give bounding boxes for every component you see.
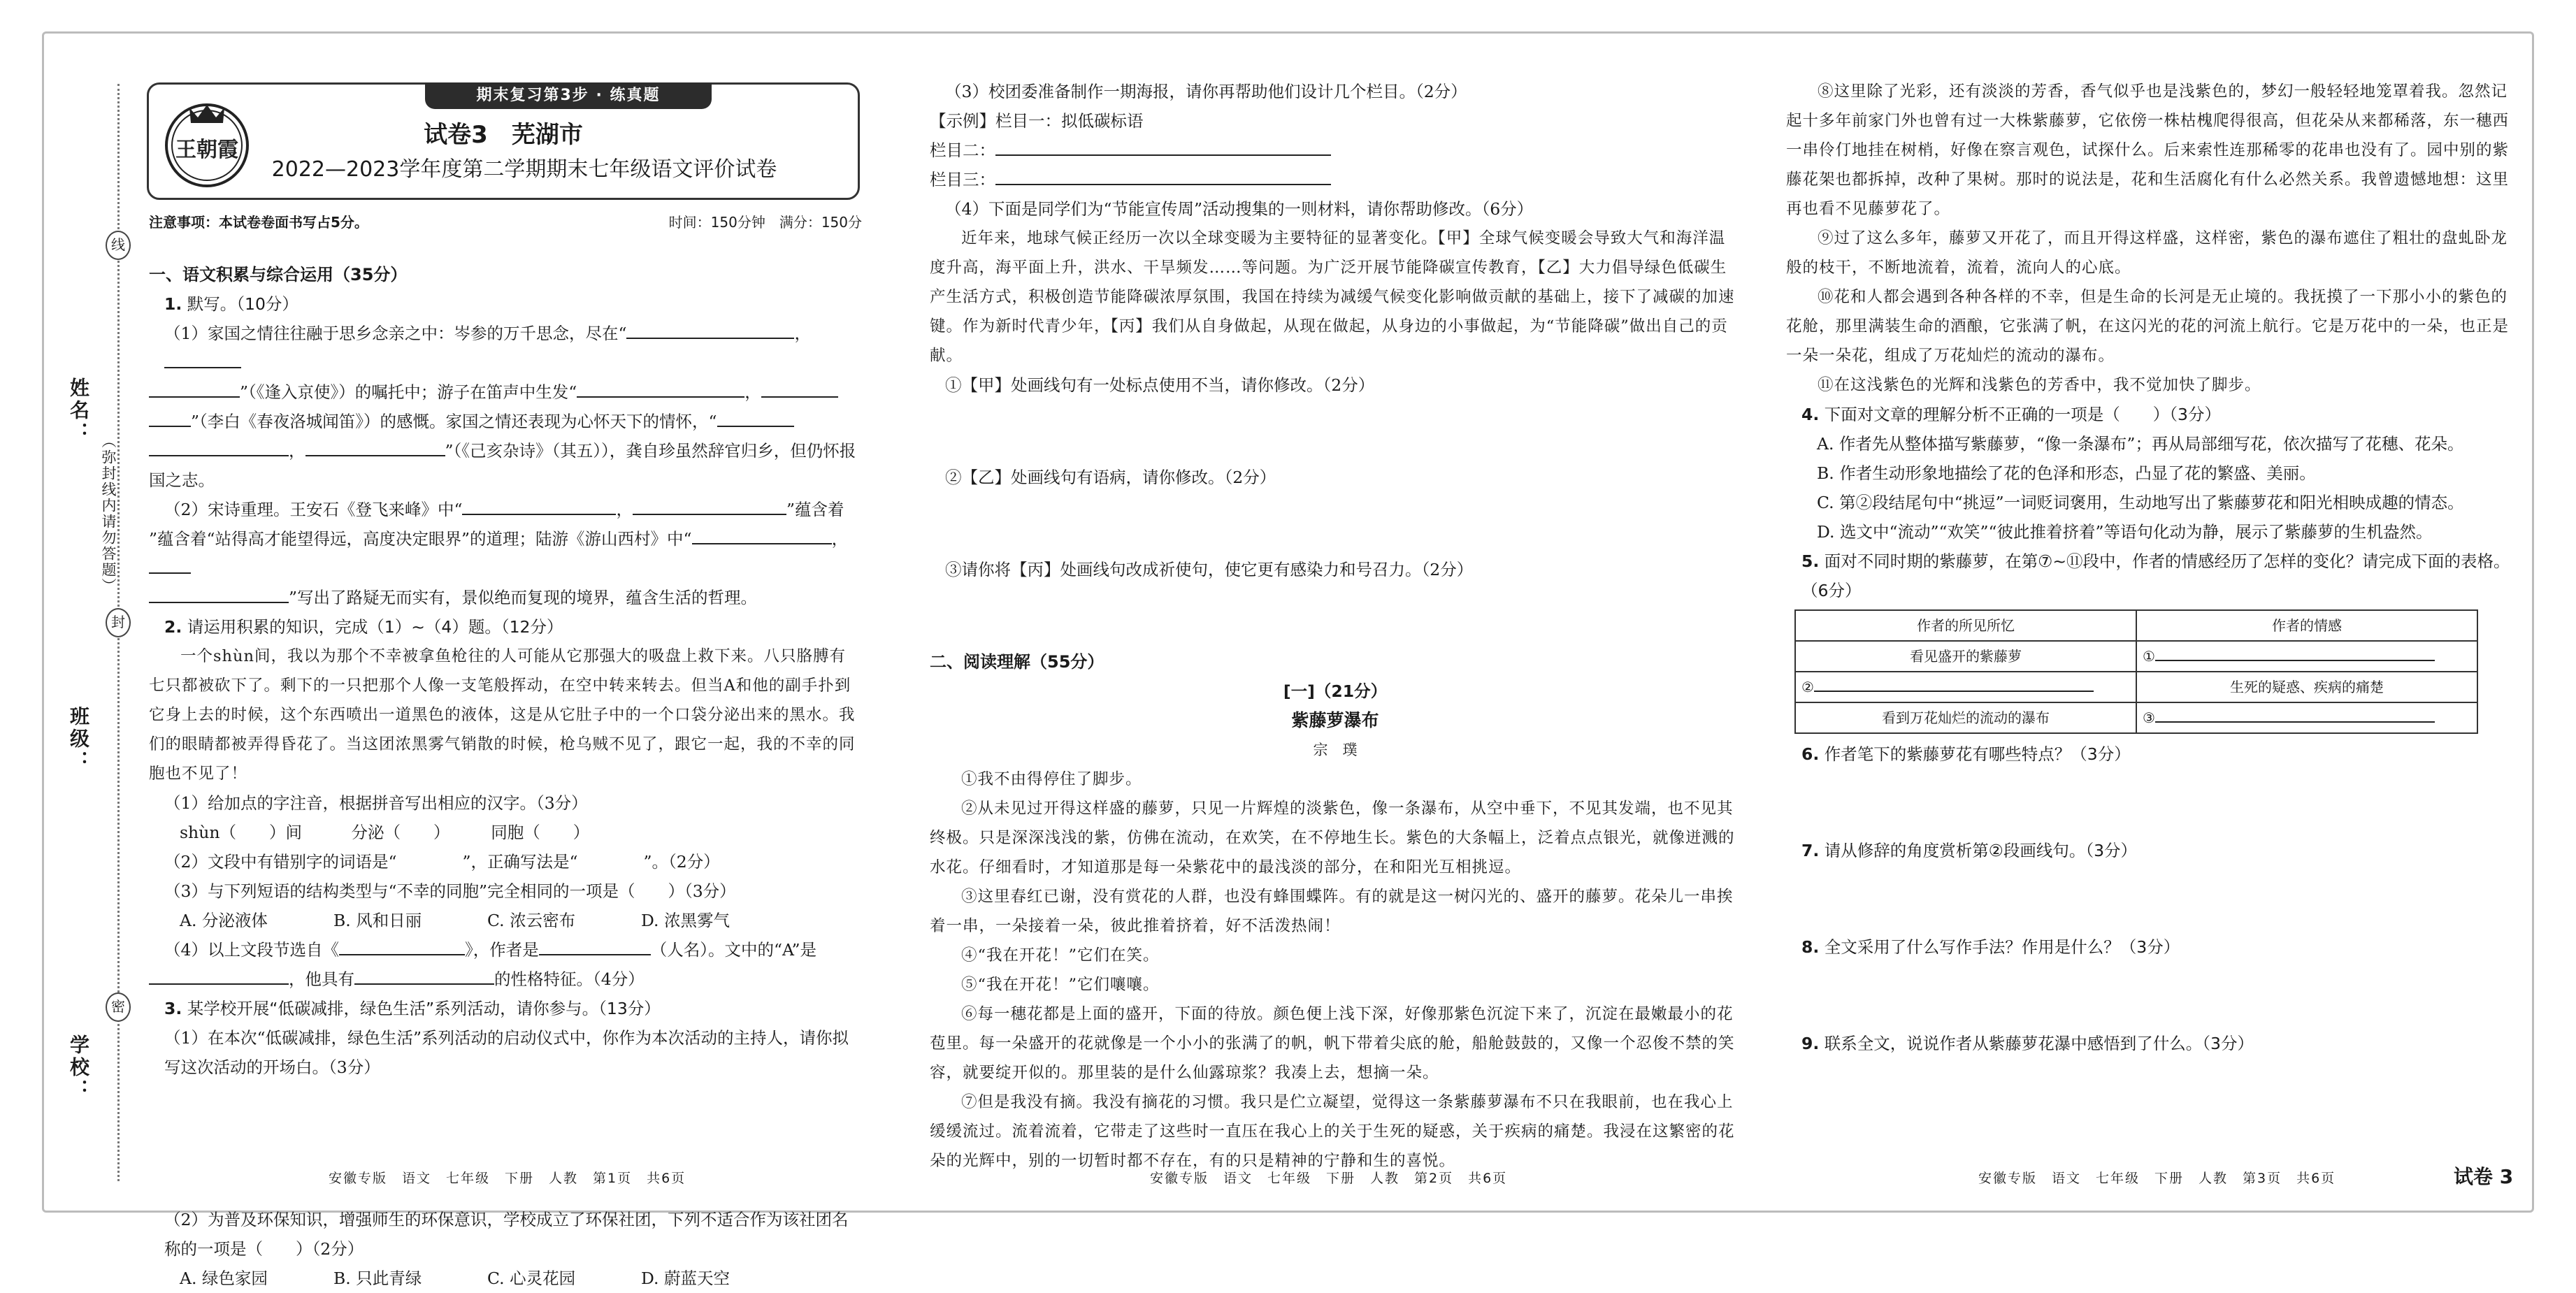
- q4-option-c[interactable]: C. 第②段结尾句中“挑逗”一词贬词褒用，生动地写出了紫藤萝花和阳光相映成趣的情态。: [1817, 493, 2464, 512]
- answer-blank[interactable]: [539, 936, 651, 955]
- q2-sub4e: 的性格特征。（4分）: [494, 969, 645, 989]
- table-cell: 看见盛开的紫藤萝: [1795, 641, 2136, 672]
- q3-sub2-options: [149, 1264, 862, 1293]
- article-para-11: ⑪在这浅紫色的光辉和浅紫色的芳香中，我不觉加快了脚步。: [1818, 376, 2261, 394]
- option-d[interactable]: D. 浓黑雾气: [641, 911, 730, 930]
- footer-page1: 安徽专版 语文 七年级 下册 人教 第1页 共6页: [329, 1171, 686, 1186]
- logo-text: 王朝霞: [175, 138, 238, 162]
- answer-blank[interactable]: [995, 166, 1331, 185]
- q1-p1d: ”（《己亥杂诗》（其五）），龚自珍虽然辞官归乡，但仍怀报国之志。: [149, 441, 856, 490]
- exam-header: [147, 82, 860, 200]
- q4-option-a[interactable]: A. 作者先从整体描写紫藤萝，“像一条瀑布”；再从局部细写花，依次描写了花穗、花朵。: [1817, 434, 2464, 454]
- q1-p2c: ”写出了路疑无而实有，景似绝而复现的境界，蕴含生活的哲理。: [289, 588, 758, 607]
- answer-blank[interactable]: [305, 437, 445, 456]
- q4-number: 4.: [1801, 405, 1820, 424]
- column-two-label: 栏目二：: [930, 140, 995, 160]
- answer-blank[interactable]: [149, 378, 240, 398]
- answer-blank[interactable]: [149, 584, 289, 603]
- q1-text: 默写。（10分）: [187, 294, 298, 314]
- answer-blank[interactable]: [149, 437, 289, 456]
- column-three-label: 栏目三：: [930, 170, 995, 189]
- article-para-2: ②从未见过开得这样盛的藤萝，只见一片辉煌的淡紫色，像一条瀑布，从空中垂下，不见其发端，也不见其终极。只是深深浅浅的紫，仿佛在流动，在欢笑，在不停地生长。紫色的大条幅上，泛着点点银光，就像迸溅的水花。仔细看时，才知道那是每一朵紫花中的最浅淡的部分，在和阳光互相挑逗。: [930, 800, 1735, 876]
- name-label: 姓名：: [67, 377, 90, 445]
- answer-blank[interactable]: [633, 496, 786, 515]
- table-header: 作者的情感: [2136, 610, 2477, 641]
- q1-p2b: ”蕴含着“站得高才能望得远，高度决定眼界”的道理；陆游《游山西村》中“: [149, 529, 692, 549]
- q3-text: 某学校开展“低碳减排，绿色生活”系列活动，请你参与。（13分）: [187, 999, 661, 1018]
- answer-blank[interactable]: [2155, 721, 2435, 723]
- q2-text: 请运用积累的知识，完成（1）~（4）题。（12分）: [187, 617, 563, 637]
- answer-area[interactable]: [930, 400, 1741, 463]
- seal-mark-line: 线: [106, 231, 131, 260]
- exam-title: 试卷3 芜湖市: [424, 121, 583, 149]
- q2-sub1: （1）给加点的字注音，根据拼音写出相应的汉字。（3分）: [164, 793, 588, 813]
- exam-subtitle: 2022—2023学年度第二学期期末七年级语文评价试卷: [271, 157, 777, 182]
- class-label: 班级：: [67, 706, 90, 773]
- q1-p1a: （1）家国之情往往融于思乡念亲之中：岑参的万千思念，尽在“: [164, 324, 627, 343]
- q1-p1c: ”（李白《春夜洛城闻笛》）的感慨。家国之情还表现为心怀天下的情怀，“: [191, 412, 717, 431]
- emotion-table: [1794, 609, 2478, 734]
- article-title: 紫藤萝瀑布: [1291, 710, 1379, 730]
- q2-sub4c: （人名）。文中的“A”是: [650, 940, 816, 960]
- q7-number: 7.: [1801, 841, 1820, 860]
- q3-sub3: （3）校团委准备制作一期海报，请你再帮助他们设计几个栏目。（2分）: [945, 82, 1467, 101]
- q2-sub3-options: [149, 906, 862, 935]
- q2-passage: 一个shùn间，我以为那个不幸被拿鱼枪往的人可能从它那强大的吸盘上救下来。八只胳膊有七只都被砍下了。剩下的一只把那个人像一支笔般挥动，在空中转来转去。但当A和他的副手扑到它身上去的时候，这个东西喷出一道黑色的液体，这是从它肚子中的一个口袋分泌出来的黑水。我们的眼睛都被弄得昏花了。当这团浓黑雾气销散的时候，枪乌贼不见了，跟它一起，我的不幸的同胞也不见了！: [149, 647, 856, 783]
- q2-sub1-items: shùn（ ）间 分泌（ ） 同胞（ ）: [180, 823, 590, 842]
- q2-sub4d: ，他具有: [289, 969, 354, 989]
- article-para-7: ⑦但是我没有摘。我没有摘花的习惯。我只是伫立凝望，觉得这一条紫藤萝瀑布不只在我眼前，也在我心上缓缓流过。流着流着，它带走了这些时一直压在我心上的关于生死的疑惑，关于疾病的痛楚。我浸在这繁密的花朵的光辉中，别的一切暂时都不存在，有的只是精神的宁静和生的喜悦。: [930, 1093, 1735, 1170]
- answer-area[interactable]: [1786, 865, 2513, 932]
- answer-blank[interactable]: [164, 349, 241, 368]
- q3-sub4: （4）下面是同学们为“节能宣传周”活动搜集的一则材料，请你帮助修改。（6分）: [945, 199, 1534, 219]
- answer-blank[interactable]: [1814, 691, 2094, 692]
- answer-blank[interactable]: [149, 965, 289, 985]
- answer-blank[interactable]: [339, 936, 465, 955]
- q4-text: 下面对文章的理解分析不正确的一项是（ ）（3分）: [1824, 405, 2221, 424]
- article-para-4: ④“我在开花！”它们在笑。: [961, 946, 1160, 965]
- article-para-10: ⑩花和人都会遇到各种各样的不幸，但是生命的长河是无止境的。我抚摸了一下那小小的紫色的花舱，那里满装生命的酒酿，它张满了帆，在这闪光的花的河流上航行。它是万花中的一朵，也正是一朵一朵花，组成了万花灿烂的流动的瀑布。: [1786, 288, 2510, 365]
- article-para-1: ①我不由得停住了脚步。: [961, 770, 1142, 788]
- table-header: 作者的所见所忆: [1795, 610, 2136, 641]
- q8-text: 全文采用了什么写作手法？作用是什么？（3分）: [1824, 937, 2180, 957]
- q3-example: 【示例】栏目一：拟低碳标语: [930, 111, 1144, 131]
- table-cell-label: ③: [2143, 709, 2155, 726]
- q9-number: 9.: [1801, 1034, 1820, 1053]
- q3-m3: ③请你将【丙】处画线句改成祈使句，使它更有感染力和号召力。（2分）: [945, 560, 1474, 579]
- seal-mark-feng: 封: [106, 608, 131, 637]
- q4-option-b[interactable]: B. 作者生动形象地描绘了花的色泽和形态，凸显了花的繁盛、美丽。: [1817, 463, 2316, 483]
- article-para-3: ③这里春红已谢，没有赏花的人群，也没有蜂围蝶阵。有的就是这一树闪光的、盛开的藤萝。花朵儿一串挨着一串，一朵接着一朵，彼此推着挤着，好不活泼热闹！: [930, 888, 1734, 935]
- answer-blank[interactable]: [995, 136, 1331, 156]
- article-para-6: ⑥每一穗花都是上面的盛开，下面的待放。颜色便上浅下深，好像那紫色沉淀下来了，沉淀在最嫩最小的花苞里。每一朵盛开的花就像是一个小小的张满了的帆，帆下带着尖底的舱，船舱鼓鼓的，又像一个忍俊不禁的笑容，就要绽开似的。那里装的是什么仙露琼浆？我凑上去，想摘一朵。: [930, 1005, 1735, 1082]
- seal-mark-mi: 密: [106, 992, 131, 1022]
- table-cell-label: ②: [1801, 679, 1814, 695]
- option-b[interactable]: B. 风和日丽: [333, 911, 422, 930]
- answer-blank[interactable]: [462, 496, 616, 515]
- notice-text: 注意事项：本试卷卷面书写占5分。: [149, 214, 368, 231]
- article-author: 宗 璞: [1313, 742, 1358, 758]
- answer-area[interactable]: [930, 584, 1741, 647]
- q1-p1b: ”（《逢入京使》）的嘱托中；游子在笛声中生发“: [240, 382, 577, 402]
- footer-page2: 安徽专版 语文 七年级 下册 人教 第2页 共6页: [1150, 1171, 1508, 1186]
- answer-blank[interactable]: [149, 554, 191, 574]
- q3-m1: ①【甲】处画线句有一处标点使用不当，请你修改。（2分）: [945, 375, 1375, 395]
- seal-notice: （弥封线内请勿答题）: [100, 433, 117, 594]
- article-para-9: ⑨过了这么多年，藤萝又开花了，而且开得这样盛，这样密，紫色的瀑布遮住了粗壮的盘虬卧龙般的枝干，不断地流着，流着，流向人的心底。: [1786, 229, 2508, 277]
- option-d[interactable]: D. 蔚蓝天空: [641, 1269, 730, 1288]
- q1-number: 1.: [164, 294, 182, 314]
- q3-sub1: （1）在本次“低碳减排，绿色生活”系列活动的启动仪式中，你作为本次活动的主持人，请你拟写这次活动的开场白。（3分）: [164, 1028, 849, 1077]
- table-cell-answer[interactable]: [2136, 702, 2477, 733]
- answer-area[interactable]: [1786, 769, 2513, 836]
- reading-part: [一]（21分）: [1283, 681, 1388, 701]
- option-c[interactable]: C. 心灵花园: [487, 1269, 576, 1288]
- q3-material: 近年来，地球气候正经历一次以全球变暖为主要特征的显著变化。【甲】全球气候变暖会导致大气和海洋温度升高，海平面上升，洪水、干旱频发……等问题。为广泛开展节能降碳宣传教育，【乙】大力倡导绿色低碳生产生活方式，积极创造节能降碳浓厚氛围，我国在持续为减缓气候变化影响做贡献的基础上，接下了减碳的加速键。作为新时代青少年，【丙】我们从自身做起，从现在做起，从身边的小事做起，为“节能降碳”做出自己的贡献。: [930, 229, 1735, 365]
- q3-sub2: （2）为普及环保知识，增强师生的环保意识，学校成立了环保社团，下列不适合作为该社团名称的一项是（ ）（2分）: [164, 1210, 849, 1259]
- answer-blank[interactable]: [354, 965, 494, 985]
- q5-number: 5.: [1801, 551, 1820, 571]
- option-c[interactable]: C. 浓云密布: [487, 911, 576, 930]
- answer-blank[interactable]: [149, 407, 191, 427]
- answer-blank[interactable]: [761, 378, 838, 398]
- table-cell-label: ①: [2143, 648, 2155, 665]
- notice-row: [149, 211, 862, 231]
- answer-blank[interactable]: [626, 319, 794, 339]
- option-a[interactable]: A. 绿色家园: [180, 1269, 268, 1288]
- q8-number: 8.: [1801, 937, 1820, 957]
- answer-blank[interactable]: [2155, 660, 2435, 661]
- article-para-8: ⑧这里除了光彩，还有淡淡的芳香，香气似乎也是浅紫色的，梦幻一般轻轻地笼罩着我。忽然记起十多年前家门外也曾有过一大株紫藤萝，它依傍一株枯槐爬得很高，但花朵从来都稀落，东一穗西一串伶仃地挂在树梢，好像在察言观色，试探什么。后来索性连那稀零的花串也没有了。园中别的紫藤花架也都拆掉，改种了果树。那时的说法是，花和生活腐化有什么必然关系。我曾遗憾地想：这里再也看不见藤萝花了。: [1786, 82, 2510, 218]
- answer-blank[interactable]: [577, 378, 744, 398]
- q2-sub4a: （4）以上文段节选自《: [164, 940, 339, 960]
- q9-text: 联系全文，说说作者从紫藤萝花瀑中感悟到了什么。（3分）: [1824, 1034, 2254, 1053]
- q2-number: 2.: [164, 617, 182, 637]
- review-banner: 期末复习第3步 · 练真题: [425, 82, 712, 109]
- q7-text: 请从修辞的角度赏析第②段画线句。（3分）: [1824, 841, 2138, 860]
- column-2: [930, 77, 1741, 1176]
- answer-area[interactable]: [1786, 962, 2513, 1029]
- article-para-5: ⑤“我在开花！”它们嚷嚷。: [961, 976, 1160, 994]
- q3-number: 3.: [164, 999, 182, 1018]
- option-a[interactable]: A. 分泌液体: [180, 911, 268, 930]
- table-cell-answer[interactable]: [1795, 672, 2136, 702]
- q4-option-d[interactable]: D. 选文中“流动”“欢笑”“彼此推着挤着”等语句化动为静，展示了紫藤萝的生机盎然。: [1817, 522, 2433, 542]
- q6-text: 作者笔下的紫藤萝花有哪些特点？（3分）: [1824, 744, 2131, 764]
- table-cell: 看到万花灿烂的流动的瀑布: [1795, 702, 2136, 733]
- option-b[interactable]: B. 只此青绿: [333, 1269, 422, 1288]
- q5-text: 面对不同时期的紫藤萝，在第⑦~⑪段中，作者的情感经历了怎样的变化？请完成下面的表格。（6分）: [1801, 551, 2510, 600]
- q2-sub3: （3）与下列短语的结构类型与“不幸的同胞”完全相同的一项是（ ）（3分）: [164, 881, 736, 901]
- exam-number-label: 试卷 3: [2454, 1165, 2514, 1188]
- answer-area[interactable]: [930, 492, 1741, 555]
- answer-blank[interactable]: [717, 407, 794, 427]
- q2-sub4b: 》，作者是: [464, 940, 539, 960]
- column-1: 一、语文积累与综合运用（35分） 1. 默写。（10分） （1）家国之情往往融于思乡念亲之中：岑参的万千思念，尽在“ ， ”（《逢入京使》）的嘱托中；游子在笛声中生发“ ， ”（李白《春夜洛城闻笛》）的感慨。家国之情还表现为心怀天下的情怀，“ ， ”（《己亥杂诗》（其五）），龚自珍虽然辞官归乡，但仍怀报国之志。 （2）宋诗重理。王安石《登飞来峰》中“ ， ”蕴含着 ”蕴含着“站得高才能望得远，高度决定眼界”的道理；陆游《游山西村》中“ ， ”写出了路疑无而实有，景似绝而复现的境界，蕴含生活的哲理。 2. 请运用积累的知识，完成（1）~（4）题。（12分） 一个shùn间，我以为那个不幸被拿鱼枪往的人可能从它那强大的吸盘上救下来。八只胳膊有七只都被砍下了。剩下的一只把那个人像一支笔般挥动，在空中转来转去。但当A和他的副手扑到它身上去的时候，这个东西喷出一道黑色的液体，这是从它肚子中的一个口袋分泌出来的黑水。我们的眼睛都被弄得昏花了。当这团浓黑雾气销散的时候，枪乌贼不见了，跟它一起，我的不幸的同胞也不见了！ （1）给加点的字注音，根据拼音写出相应的汉字。（3分） shùn（ ）间 分泌（ ） 同胞（ ） （2）文段中有错别字的词语是“ ”，正确写法是“ ”。（2分） （3）与下列短语的结构类型与“不幸的同胞”完全相同的一项是（ ）（3分） A. 分泌液体 B. 风和日丽 C. 浓云密布 D. 浓黑雾气 （4）以上文段节选自《 》，作者是 （人名）。文中的“A”是 ，他具有 的性格特征。（4分） 3. 某学校开展“低碳减排，绿色生活”系列活动，请你参与。（13分） （1）在本次“低碳减排，绿色生活”系列活动的启动仪式中，你作为本次活动的主持人，请你拟写这次活动的开场白。（3分） （2）为普及环保知识，增强师生的环保意识，学校成立了环保社团，下列不适合作为该社团名称的一项是（ ）（2分） A. 绿色家园 B. 只此青绿 C. 心灵花园 D. 蔚蓝天空: [149, 260, 862, 1293]
- time-score: 时间：150分钟 满分：150分: [668, 214, 862, 231]
- q3-m2: ②【乙】处画线句有语病，请你修改。（2分）: [945, 468, 1276, 487]
- footer-page3: 安徽专版 语文 七年级 下册 人教 第3页 共6页: [1978, 1171, 2336, 1186]
- school-label: 学校：: [67, 1034, 90, 1101]
- q2-sub2: （2）文段中有错别字的词语是“ ”，正确写法是“ ”。（2分）: [164, 852, 720, 872]
- section2-title: 二、阅读理解（55分）: [930, 652, 1104, 672]
- q1-p2a: （2）宋诗重理。王安石《登飞来峰》中“: [164, 500, 463, 519]
- table-cell: 生死的疑惑、疾病的痛楚: [2136, 672, 2477, 702]
- q6-number: 6.: [1801, 744, 1820, 764]
- section1-title: 一、语文积累与综合运用（35分）: [149, 265, 408, 284]
- table-cell-answer[interactable]: [2136, 641, 2477, 672]
- answer-blank[interactable]: [692, 525, 832, 544]
- column-3: [1786, 77, 2513, 1058]
